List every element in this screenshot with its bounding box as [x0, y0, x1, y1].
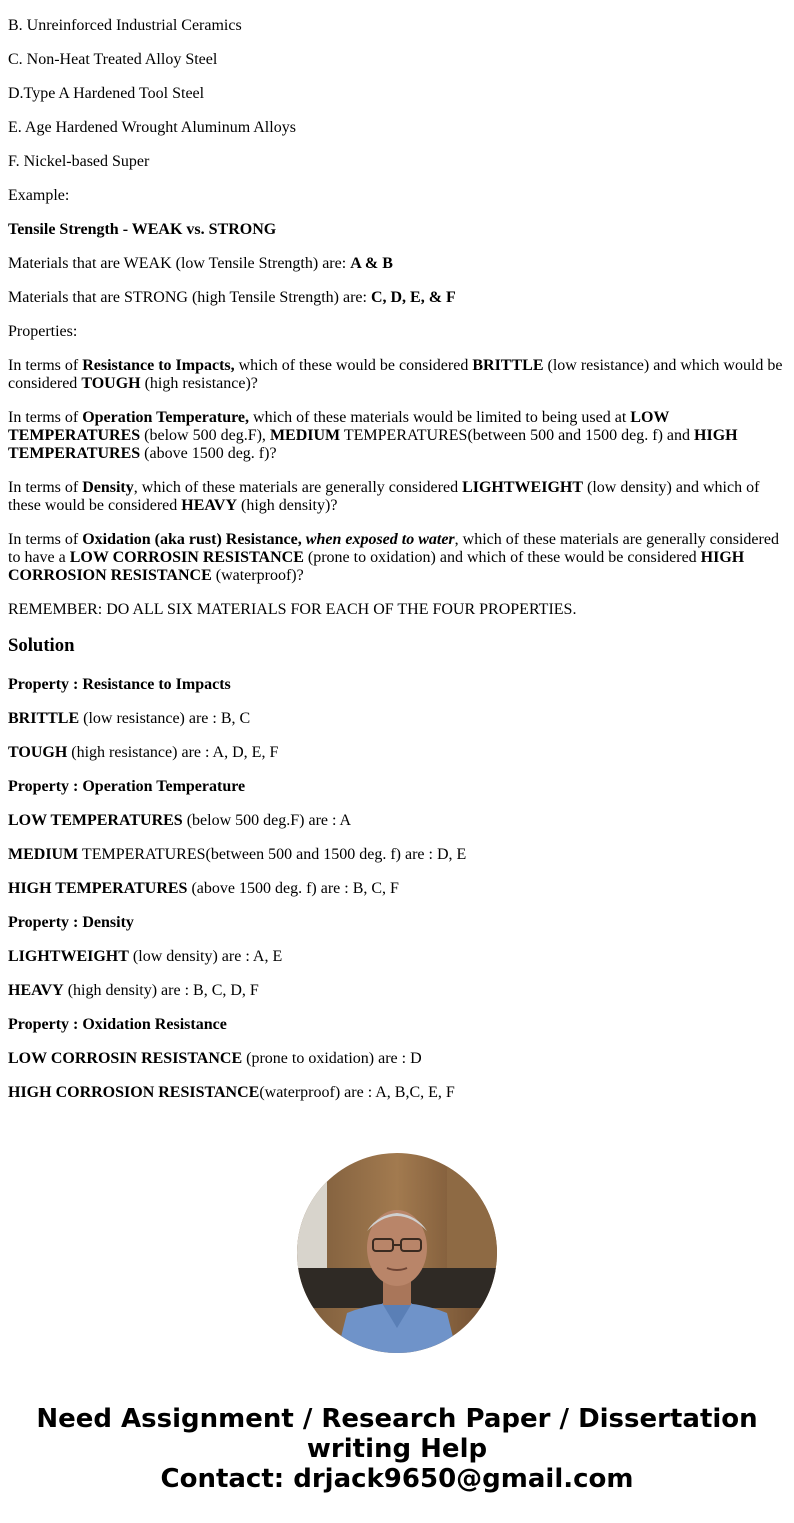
example-heading: Tensile Strength - WEAK vs. STRONG: [8, 221, 277, 238]
author-avatar: [297, 1153, 497, 1353]
question-oxidation: In terms of Oxidation (aka rust) Resistance, when exposed to water, which of these materials are generally considered to have a LOW CORROSIN RESISTANCE (prone to oxidation) and which of these would be considered HIGH CORROSION RESISTANCE (waterproof)?: [8, 531, 779, 584]
example-label: Example:: [8, 187, 70, 204]
solution-low-temp: LOW TEMPERATURES (below 500 deg.F) are : A: [8, 812, 352, 829]
promo-line-2: writing Help: [306, 1434, 488, 1464]
solution-impacts-title: Property : Resistance to Impacts: [8, 676, 231, 693]
material-b: B. Unreinforced Industrial Ceramics: [8, 17, 242, 34]
remember-note: REMEMBER: DO ALL SIX MATERIALS FOR EACH OF THE FOUR PROPERTIES.: [8, 601, 577, 618]
material-d: D.Type A Hardened Tool Steel: [8, 85, 205, 102]
solution-high-corrosion: HIGH CORROSION RESISTANCE(waterproof) are : A, B,C, E, F: [8, 1084, 455, 1101]
promo-contact: Contact: drjack9650@gmail.com: [160, 1464, 634, 1494]
material-e: E. Age Hardened Wrought Aluminum Alloys: [8, 119, 296, 136]
solution-temperature-title: Property : Operation Temperature: [8, 778, 246, 795]
example-weak: Materials that are WEAK (low Tensile Strength) are: A & B: [8, 255, 393, 272]
material-f: F. Nickel-based Super: [8, 153, 150, 170]
properties-label: Properties:: [8, 323, 78, 340]
solution-heavy: HEAVY (high density) are : B, C, D, F: [8, 982, 259, 999]
solution-medium-temp: MEDIUM TEMPERATURES(between 500 and 1500 deg. f) are : D, E: [8, 846, 467, 863]
solution-low-corrosion: LOW CORROSIN RESISTANCE (prone to oxidation) are : D: [8, 1050, 422, 1067]
solution-high-temp: HIGH TEMPERATURES (above 1500 deg. f) are : B, C, F: [8, 880, 399, 897]
promo-banner: [0, 1404, 794, 1494]
question-impacts: In terms of Resistance to Impacts, which of these would be considered BRITTLE (low resistance) and which would be considered TOUGH (high resistance)?: [8, 357, 783, 392]
material-c: C. Non-Heat Treated Alloy Steel: [8, 51, 218, 68]
solution-brittle: BRITTLE (low resistance) are : B, C: [8, 710, 251, 727]
question-density: In terms of Density, which of these materials are generally considered LIGHTWEIGHT (low density) and which of these would be considered HEAVY (high density)?: [8, 479, 760, 514]
solution-heading: Solution: [8, 635, 75, 656]
promo-line-1: Need Assignment / Research Paper / Dissertation: [36, 1404, 758, 1434]
solution-density-title: Property : Density: [8, 914, 134, 931]
solution-lightweight: LIGHTWEIGHT (low density) are : A, E: [8, 948, 283, 965]
material-a: [8, 0, 786, 1]
solution-oxidation-title: Property : Oxidation Resistance: [8, 1016, 227, 1033]
question-temperature: In terms of Operation Temperature, which of these materials would be limited to being used at LOW TEMPERATURES (below 500 deg.F), MEDIUM TEMPERATURES(between 500 and 1500 deg. f) and HIGH TEMPERATURES (above 1500 deg. f)?: [8, 409, 738, 462]
document-content: [8, 0, 786, 1118]
author-portrait: [297, 1153, 497, 1353]
example-strong: Materials that are STRONG (high Tensile Strength) are: C, D, E, & F: [8, 289, 456, 306]
solution-tough: TOUGH (high resistance) are : A, D, E, F: [8, 744, 279, 761]
